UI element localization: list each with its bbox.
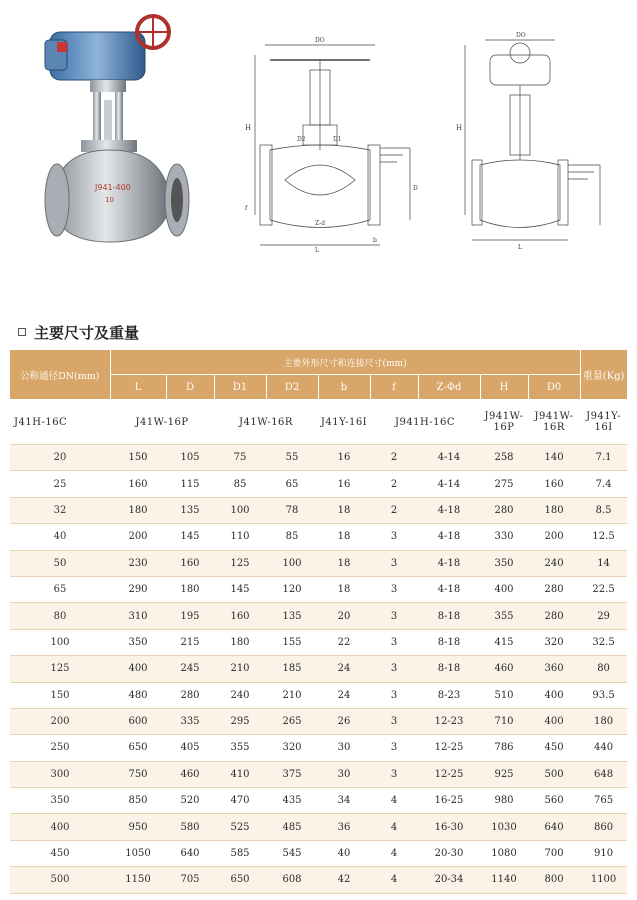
- cell-L: 950: [110, 814, 166, 840]
- col-header: L: [110, 375, 166, 400]
- table-row: [10, 656, 627, 682]
- cell-dn: 32: [10, 497, 110, 523]
- valve-drawing-handwheel: [215, 30, 430, 255]
- cell-b: 18: [318, 524, 370, 550]
- cell-dn: 350: [10, 788, 110, 814]
- cell-D: 135: [166, 497, 214, 523]
- cell-D2: 55: [266, 445, 318, 471]
- cell-z: 8-23: [418, 682, 480, 708]
- cell-L: 180: [110, 497, 166, 523]
- cell-D: 215: [166, 629, 214, 655]
- dn-header: 公称通径DN(mm): [10, 350, 110, 400]
- cell-D1: 75: [214, 445, 266, 471]
- table-row: [10, 761, 627, 787]
- table-row: [10, 497, 627, 523]
- cell-dn: 125: [10, 656, 110, 682]
- cell-D1: 470: [214, 788, 266, 814]
- cell-z: 16-30: [418, 814, 480, 840]
- model-label: J941H-16C: [370, 400, 480, 445]
- cell-D1: 295: [214, 708, 266, 734]
- cell-D: 335: [166, 708, 214, 734]
- cell-z: 8-18: [418, 656, 480, 682]
- cell-D: 520: [166, 788, 214, 814]
- cell-D: 245: [166, 656, 214, 682]
- cell-L: 480: [110, 682, 166, 708]
- f-label: f: [245, 205, 248, 212]
- col-header: D1: [214, 375, 266, 400]
- table-row: [10, 867, 627, 893]
- model-label: J41W-16R: [214, 400, 318, 445]
- cell-D0: 450: [528, 735, 580, 761]
- table-row: [10, 550, 627, 576]
- cell-D: 105: [166, 445, 214, 471]
- cell-f: 3: [370, 603, 418, 629]
- cell-H: 925: [480, 761, 528, 787]
- cell-f: 3: [370, 708, 418, 734]
- cell-b: 30: [318, 735, 370, 761]
- cell-D1: 650: [214, 867, 266, 893]
- cell-H: 280: [480, 497, 528, 523]
- cell-w: 7.4: [580, 471, 627, 497]
- cell-D2: 435: [266, 788, 318, 814]
- cell-D1: 355: [214, 735, 266, 761]
- table-row: [10, 445, 627, 471]
- cell-D0: 280: [528, 603, 580, 629]
- b-label: b: [373, 237, 377, 244]
- cell-dn: 500: [10, 867, 110, 893]
- cell-w: 910: [580, 840, 627, 866]
- cell-z: 20-34: [418, 867, 480, 893]
- cell-D0: 400: [528, 682, 580, 708]
- product-figures: [0, 0, 637, 300]
- cell-D2: 100: [266, 550, 318, 576]
- cell-b: 42: [318, 867, 370, 893]
- model-label: J41W-16P: [110, 400, 214, 445]
- cell-L: 650: [110, 735, 166, 761]
- cell-H: 355: [480, 603, 528, 629]
- cell-D0: 700: [528, 840, 580, 866]
- cell-z: 12-25: [418, 735, 480, 761]
- cell-f: 3: [370, 550, 418, 576]
- cell-D1: 160: [214, 603, 266, 629]
- cell-w: 12.5: [580, 524, 627, 550]
- cell-H: 710: [480, 708, 528, 734]
- cell-D1: 240: [214, 682, 266, 708]
- cell-L: 850: [110, 788, 166, 814]
- table-row: [10, 735, 627, 761]
- cell-w: 765: [580, 788, 627, 814]
- cell-D0: 200: [528, 524, 580, 550]
- cell-D0: 640: [528, 814, 580, 840]
- cell-D0: 160: [528, 471, 580, 497]
- cell-w: 180: [580, 708, 627, 734]
- cell-dn: 150: [10, 682, 110, 708]
- cell-D2: 85: [266, 524, 318, 550]
- cell-H: 400: [480, 576, 528, 602]
- do-label: DO: [315, 37, 325, 44]
- do-label-2: DO: [516, 32, 526, 39]
- cell-D: 180: [166, 576, 214, 602]
- cell-D1: 525: [214, 814, 266, 840]
- cell-D: 405: [166, 735, 214, 761]
- group-header: 主要外形尺寸和连接尺寸(mm): [110, 350, 580, 375]
- table-row: [10, 840, 627, 866]
- cell-w: 8.5: [580, 497, 627, 523]
- cell-D0: 180: [528, 497, 580, 523]
- cell-z: 12-25: [418, 761, 480, 787]
- cell-D0: 400: [528, 708, 580, 734]
- weight-header: 重量(Kg): [580, 350, 627, 400]
- cell-z: 4-18: [418, 576, 480, 602]
- cell-D1: 125: [214, 550, 266, 576]
- cell-f: 2: [370, 471, 418, 497]
- cell-D2: 135: [266, 603, 318, 629]
- cell-D0: 560: [528, 788, 580, 814]
- cell-D: 640: [166, 840, 214, 866]
- cell-f: 2: [370, 497, 418, 523]
- valve-drawing-actuator: [440, 25, 615, 255]
- cell-D2: 265: [266, 708, 318, 734]
- cell-dn: 80: [10, 603, 110, 629]
- cell-b: 16: [318, 471, 370, 497]
- cell-b: 20: [318, 603, 370, 629]
- section-title-text: 主要尺寸及重量: [34, 324, 140, 342]
- cell-b: 18: [318, 550, 370, 576]
- model-label: J41Y-16I: [318, 400, 370, 445]
- cell-z: 4-18: [418, 550, 480, 576]
- col-header: D: [166, 375, 214, 400]
- cell-D: 145: [166, 524, 214, 550]
- cell-f: 3: [370, 629, 418, 655]
- table-row: [10, 814, 627, 840]
- cell-w: 32.5: [580, 629, 627, 655]
- cell-b: 30: [318, 761, 370, 787]
- cell-dn: 250: [10, 735, 110, 761]
- cell-dn: 450: [10, 840, 110, 866]
- cell-D0: 140: [528, 445, 580, 471]
- cell-D0: 360: [528, 656, 580, 682]
- cell-L: 290: [110, 576, 166, 602]
- bolt-label: Z-d: [315, 220, 326, 227]
- cell-b: 34: [318, 788, 370, 814]
- table-row: [10, 471, 627, 497]
- cell-L: 1150: [110, 867, 166, 893]
- cell-H: 1080: [480, 840, 528, 866]
- valve-photo: [35, 10, 205, 250]
- model-row: [10, 400, 627, 445]
- cell-z: 8-18: [418, 603, 480, 629]
- col-header: b: [318, 375, 370, 400]
- cell-dn: 20: [10, 445, 110, 471]
- table-row: [10, 708, 627, 734]
- table-row: [10, 788, 627, 814]
- cell-D2: 545: [266, 840, 318, 866]
- h-label: H: [245, 124, 252, 132]
- l-label: L: [315, 247, 319, 254]
- l-label-2: L: [518, 244, 522, 251]
- cell-w: 22.5: [580, 576, 627, 602]
- d-label: D: [413, 185, 418, 192]
- cell-D0: 800: [528, 867, 580, 893]
- cell-dn: 400: [10, 814, 110, 840]
- cell-D2: 485: [266, 814, 318, 840]
- cell-dn: 100: [10, 629, 110, 655]
- cell-H: 350: [480, 550, 528, 576]
- cell-D2: 155: [266, 629, 318, 655]
- cell-dn: 200: [10, 708, 110, 734]
- cell-D2: 375: [266, 761, 318, 787]
- cell-H: 1030: [480, 814, 528, 840]
- col-header: f: [370, 375, 418, 400]
- cell-L: 400: [110, 656, 166, 682]
- cell-dn: 65: [10, 576, 110, 602]
- cell-w: 29: [580, 603, 627, 629]
- cell-w: 860: [580, 814, 627, 840]
- cell-z: 4-14: [418, 445, 480, 471]
- cell-D1: 410: [214, 761, 266, 787]
- table-row: [10, 603, 627, 629]
- cell-f: 3: [370, 761, 418, 787]
- cell-H: 258: [480, 445, 528, 471]
- dimensions-table: [10, 350, 628, 894]
- cell-b: 24: [318, 682, 370, 708]
- d1-label: D1: [333, 136, 342, 143]
- cell-b: 16: [318, 445, 370, 471]
- cell-D2: 185: [266, 656, 318, 682]
- cell-H: 510: [480, 682, 528, 708]
- col-header: H: [480, 375, 528, 400]
- cell-b: 36: [318, 814, 370, 840]
- cell-z: 12-23: [418, 708, 480, 734]
- cell-L: 350: [110, 629, 166, 655]
- cell-L: 160: [110, 471, 166, 497]
- cell-L: 230: [110, 550, 166, 576]
- cell-b: 18: [318, 497, 370, 523]
- table-row: [10, 629, 627, 655]
- d2-label: D2: [297, 136, 306, 143]
- cell-D: 460: [166, 761, 214, 787]
- body-plate-text: J941-400: [95, 183, 131, 192]
- model-label: J941W-16P: [480, 400, 528, 445]
- cell-w: 14: [580, 550, 627, 576]
- cell-D2: 78: [266, 497, 318, 523]
- table-row: [10, 576, 627, 602]
- cell-f: 3: [370, 524, 418, 550]
- cell-b: 40: [318, 840, 370, 866]
- cell-D0: 280: [528, 576, 580, 602]
- cell-H: 415: [480, 629, 528, 655]
- cell-L: 600: [110, 708, 166, 734]
- cell-D1: 100: [214, 497, 266, 523]
- cell-dn: 25: [10, 471, 110, 497]
- cell-f: 3: [370, 682, 418, 708]
- cell-z: 4-18: [418, 497, 480, 523]
- cell-b: 22: [318, 629, 370, 655]
- cell-D0: 320: [528, 629, 580, 655]
- cell-f: 3: [370, 576, 418, 602]
- cell-z: 16-25: [418, 788, 480, 814]
- cell-D2: 608: [266, 867, 318, 893]
- cell-H: 275: [480, 471, 528, 497]
- cell-D1: 85: [214, 471, 266, 497]
- cell-f: 4: [370, 840, 418, 866]
- cell-D: 160: [166, 550, 214, 576]
- col-header: D0: [528, 375, 580, 400]
- col-header: Z-Φd: [418, 375, 480, 400]
- cell-D2: 120: [266, 576, 318, 602]
- cell-z: 4-14: [418, 471, 480, 497]
- cell-w: 80: [580, 656, 627, 682]
- cell-D1: 210: [214, 656, 266, 682]
- cell-L: 200: [110, 524, 166, 550]
- cell-D1: 145: [214, 576, 266, 602]
- h-label-2: H: [456, 124, 463, 132]
- cell-dn: 40: [10, 524, 110, 550]
- cell-dn: 50: [10, 550, 110, 576]
- bullet-icon: [18, 328, 26, 336]
- model-label: J41H-16C: [10, 400, 110, 445]
- cell-b: 24: [318, 656, 370, 682]
- cell-D: 195: [166, 603, 214, 629]
- cell-D: 705: [166, 867, 214, 893]
- cell-w: 1100: [580, 867, 627, 893]
- cell-w: 440: [580, 735, 627, 761]
- section-title: [18, 322, 139, 343]
- cell-D: 280: [166, 682, 214, 708]
- cell-D2: 210: [266, 682, 318, 708]
- cell-b: 26: [318, 708, 370, 734]
- cell-D: 580: [166, 814, 214, 840]
- col-header: D2: [266, 375, 318, 400]
- table-row: [10, 682, 627, 708]
- cell-H: 1140: [480, 867, 528, 893]
- cell-D2: 320: [266, 735, 318, 761]
- cell-f: 2: [370, 445, 418, 471]
- table-row: [10, 524, 627, 550]
- cell-D0: 500: [528, 761, 580, 787]
- cell-L: 1050: [110, 840, 166, 866]
- cell-L: 310: [110, 603, 166, 629]
- cell-D0: 240: [528, 550, 580, 576]
- cell-L: 150: [110, 445, 166, 471]
- cell-f: 4: [370, 788, 418, 814]
- cell-f: 4: [370, 867, 418, 893]
- cell-z: 20-30: [418, 840, 480, 866]
- cell-H: 786: [480, 735, 528, 761]
- cell-D2: 65: [266, 471, 318, 497]
- cell-f: 3: [370, 656, 418, 682]
- cell-D1: 585: [214, 840, 266, 866]
- cell-D1: 110: [214, 524, 266, 550]
- cell-H: 980: [480, 788, 528, 814]
- cell-w: 7.1: [580, 445, 627, 471]
- cell-L: 750: [110, 761, 166, 787]
- cell-w: 93.5: [580, 682, 627, 708]
- cell-H: 460: [480, 656, 528, 682]
- model-label: J941Y-16I: [580, 400, 627, 445]
- cell-z: 4-18: [418, 524, 480, 550]
- cell-f: 4: [370, 814, 418, 840]
- body-plate-sub: 10: [105, 196, 114, 204]
- cell-H: 330: [480, 524, 528, 550]
- cell-f: 3: [370, 735, 418, 761]
- cell-z: 8-18: [418, 629, 480, 655]
- cell-D: 115: [166, 471, 214, 497]
- cell-dn: 300: [10, 761, 110, 787]
- model-label: J941W-16R: [528, 400, 580, 445]
- cell-w: 648: [580, 761, 627, 787]
- cell-D1: 180: [214, 629, 266, 655]
- cell-b: 18: [318, 576, 370, 602]
